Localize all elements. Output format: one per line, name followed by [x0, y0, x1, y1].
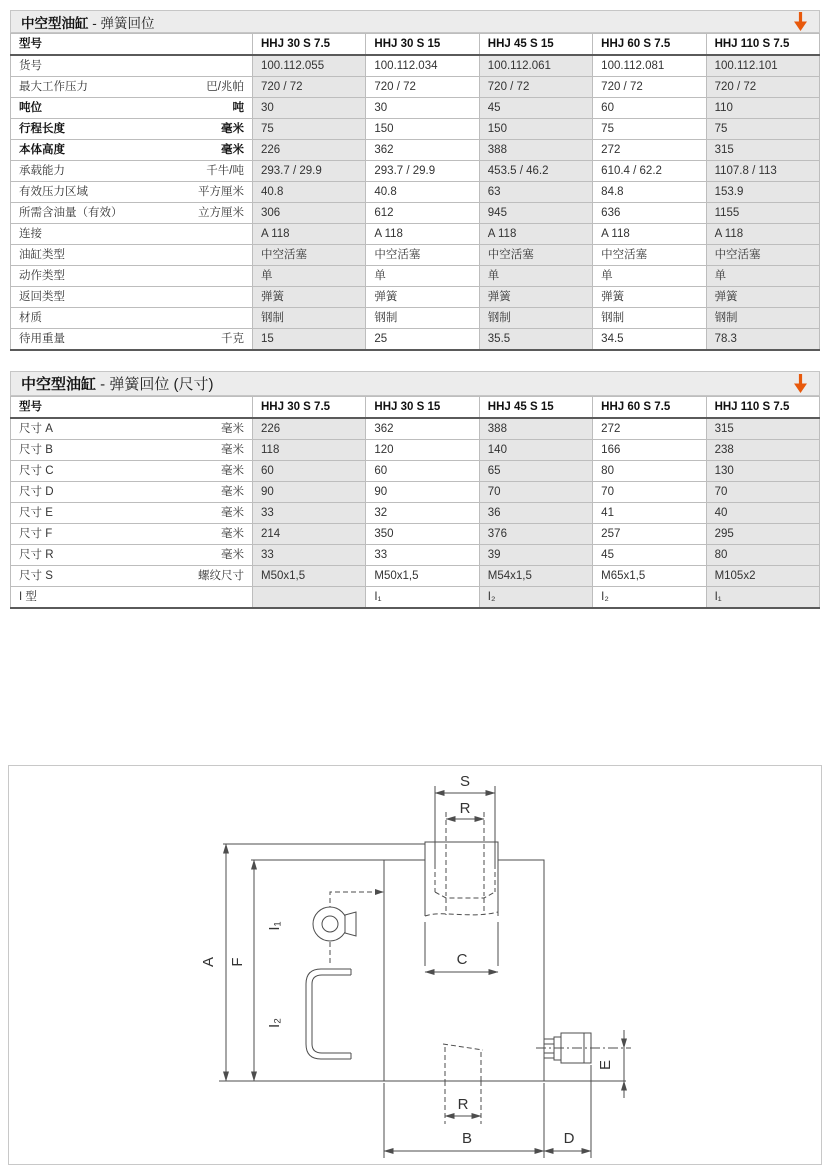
spec-value: 100.112.061	[479, 55, 592, 77]
spec-unit: 毫米	[221, 528, 244, 540]
spec-value: 单	[479, 266, 592, 287]
spec-row	[11, 440, 820, 461]
spec-label-row	[19, 185, 244, 199]
spec-value: 306	[253, 203, 366, 224]
spec-label: 油缸类型	[19, 249, 65, 261]
spec-value: 80	[593, 461, 706, 482]
spec-value: 293.7 / 29.9	[253, 161, 366, 182]
spec-label: 吨位	[19, 102, 42, 114]
spec-unit: 平方厘米	[198, 186, 244, 198]
spec-label-row	[19, 248, 244, 262]
spec-value	[253, 587, 366, 609]
dimension-diagram	[8, 765, 822, 1165]
spec-row	[11, 161, 820, 182]
spec-value: 272	[593, 418, 706, 440]
spec-value: 720 / 72	[366, 77, 479, 98]
spec-label-row	[19, 332, 244, 346]
spec-value: 33	[253, 545, 366, 566]
spec-unit: 毫米	[221, 444, 244, 456]
spec-row	[11, 182, 820, 203]
spec-row-label	[11, 418, 253, 440]
spec-value: 90	[366, 482, 479, 503]
spec-label-row	[19, 164, 244, 178]
label-r-top: R	[459, 800, 471, 817]
spec-label-row	[19, 59, 244, 73]
spec-row-label	[11, 182, 253, 203]
spec-value: 376	[479, 524, 592, 545]
spec-value: 40.8	[253, 182, 366, 203]
spec-value: 35.5	[479, 329, 592, 351]
spec-value: 130	[706, 461, 819, 482]
dimensions-table	[10, 396, 820, 609]
spec-row-label	[11, 245, 253, 266]
spec-value: 70	[593, 482, 706, 503]
spec-value: 100.112.034	[366, 55, 479, 77]
spec-value: 75	[253, 119, 366, 140]
spec-label: 承载能力	[19, 165, 65, 177]
spec-value: 中空活塞	[366, 245, 479, 266]
spec-value: 70	[479, 482, 592, 503]
spec-label: 尺寸 S	[19, 570, 53, 582]
spec-value: 弹簧	[366, 287, 479, 308]
spec-value: 中空活塞	[253, 245, 366, 266]
spec-value: 60	[366, 461, 479, 482]
spec-value: 弹簧	[253, 287, 366, 308]
spec-unit: 立方厘米	[198, 207, 244, 219]
spec-value: 1155	[706, 203, 819, 224]
section-header-dimensions	[10, 371, 820, 396]
spec-value: 100.112.101	[706, 55, 819, 77]
spec-value: 720 / 72	[593, 77, 706, 98]
spec-header-label: 型号	[11, 34, 253, 56]
spec-value: 226	[253, 418, 366, 440]
spec-value: 80	[706, 545, 819, 566]
spec-label: 待用重量	[19, 333, 65, 345]
spec-value: 中空活塞	[479, 245, 592, 266]
spec-value: 单	[593, 266, 706, 287]
spec-label-row	[19, 206, 244, 220]
spec-value: 140	[479, 440, 592, 461]
spec-value: 214	[253, 524, 366, 545]
spec-label: I 型	[19, 591, 37, 603]
spec-row-label	[11, 461, 253, 482]
spec-label-row	[19, 527, 244, 541]
spec-label-row	[19, 485, 244, 499]
spec-label: 尺寸 D	[19, 486, 54, 498]
spec-row-label	[11, 119, 253, 140]
model-column-header: HHJ 60 S 7.5	[593, 34, 706, 56]
spec-label-row	[19, 464, 244, 478]
model-column-header: HHJ 110 S 7.5	[706, 34, 819, 56]
spec-label: 最大工作压力	[19, 81, 88, 93]
spec-value: 70	[706, 482, 819, 503]
spec-value: 350	[366, 524, 479, 545]
spec-value: 75	[706, 119, 819, 140]
spec-unit: 千克	[221, 333, 244, 345]
spec-row	[11, 98, 820, 119]
spec-value: 118	[253, 440, 366, 461]
spec-label-row	[19, 227, 244, 241]
page	[0, 10, 830, 1171]
spec-unit: 吨	[232, 102, 244, 114]
spec-value: 720 / 72	[706, 77, 819, 98]
spec-value: 612	[366, 203, 479, 224]
spec-row	[11, 287, 820, 308]
spec-row-label	[11, 440, 253, 461]
spec-value: 60	[593, 98, 706, 119]
spec-value: 40	[706, 503, 819, 524]
spec-value: 120	[366, 440, 479, 461]
label-i2: I₂	[266, 1018, 283, 1028]
spec-value: 226	[253, 140, 366, 161]
spec-label: 尺寸 B	[19, 444, 53, 456]
spec-value: 150	[366, 119, 479, 140]
label-b: B	[461, 1130, 473, 1147]
spec-label-row	[19, 122, 244, 136]
spec-row	[11, 266, 820, 287]
spec-row	[11, 587, 820, 609]
specs-table	[10, 33, 820, 351]
model-column-header: HHJ 30 S 15	[366, 34, 479, 56]
spec-value: 100.112.055	[253, 55, 366, 77]
spec-row-label	[11, 266, 253, 287]
spec-value: 166	[593, 440, 706, 461]
spec-value: 720 / 72	[479, 77, 592, 98]
spec-value: 钢制	[593, 308, 706, 329]
model-column-header: HHJ 45 S 15	[479, 397, 592, 419]
spec-value: 153.9	[706, 182, 819, 203]
spec-unit: 毫米	[221, 423, 244, 435]
spec-value: 弹簧	[706, 287, 819, 308]
label-a: A	[200, 956, 217, 968]
model-column-header: HHJ 110 S 7.5	[706, 397, 819, 419]
spec-value: 45	[479, 98, 592, 119]
spec-value: 钢制	[706, 308, 819, 329]
spec-value: I₂	[479, 587, 592, 609]
spec-row	[11, 55, 820, 77]
model-column-header: HHJ 30 S 7.5	[253, 34, 366, 56]
spec-row	[11, 203, 820, 224]
spec-value: 单	[253, 266, 366, 287]
spec-value: M50x1,5	[366, 566, 479, 587]
spec-row-label	[11, 203, 253, 224]
section-title-rest: - 弹簧回位 (尺寸)	[96, 376, 214, 393]
spec-row-label	[11, 308, 253, 329]
spec-label-row	[19, 548, 244, 562]
header-row	[11, 397, 820, 419]
label-f: F	[229, 957, 246, 967]
spec-value: 362	[366, 140, 479, 161]
label-e: E	[597, 1059, 614, 1071]
spec-value: 40.8	[366, 182, 479, 203]
label-r-bottom: R	[457, 1096, 469, 1113]
spec-value: 41	[593, 503, 706, 524]
spec-label: 有效压力区域	[19, 186, 88, 198]
spec-value: 257	[593, 524, 706, 545]
spec-value: 295	[706, 524, 819, 545]
spec-value: 388	[479, 418, 592, 440]
spec-value: 中空活塞	[706, 245, 819, 266]
spec-value: 238	[706, 440, 819, 461]
spec-row-label	[11, 503, 253, 524]
spec-row-label	[11, 587, 253, 609]
spec-value: 453.5 / 46.2	[479, 161, 592, 182]
spec-value: 弹簧	[593, 287, 706, 308]
spec-label: 尺寸 F	[19, 528, 53, 540]
down-arrow-icon[interactable]	[792, 11, 809, 32]
spec-value: 60	[253, 461, 366, 482]
model-column-header: HHJ 60 S 7.5	[593, 397, 706, 419]
spec-value: 636	[593, 203, 706, 224]
spec-row-label	[11, 329, 253, 351]
label-c: C	[456, 951, 468, 968]
spec-value: 315	[706, 418, 819, 440]
cylinder-drawing	[9, 766, 821, 1164]
spec-value: 单	[706, 266, 819, 287]
spec-value: 32	[366, 503, 479, 524]
spec-value: 272	[593, 140, 706, 161]
spec-label-row	[19, 443, 244, 457]
spec-label: 尺寸 C	[19, 465, 54, 477]
spec-label: 尺寸 R	[19, 549, 54, 561]
spec-value: 39	[479, 545, 592, 566]
spec-label-row	[19, 290, 244, 304]
spec-row	[11, 566, 820, 587]
spec-unit: 毫米	[221, 123, 244, 135]
spec-label-row	[19, 590, 244, 604]
spec-value: 610.4 / 62.2	[593, 161, 706, 182]
label-i1: I₁	[266, 921, 283, 931]
spec-value: 293.7 / 29.9	[366, 161, 479, 182]
spec-unit: 毫米	[221, 507, 244, 519]
spec-value: 钢制	[479, 308, 592, 329]
spec-value: 30	[366, 98, 479, 119]
section-title-bold: 中空型油缸	[21, 15, 89, 31]
spec-value: M54x1,5	[479, 566, 592, 587]
spec-row-label	[11, 287, 253, 308]
spec-value: 84.8	[593, 182, 706, 203]
spec-value: 1107.8 / 113	[706, 161, 819, 182]
spec-value: 钢制	[253, 308, 366, 329]
spec-label-row	[19, 506, 244, 520]
spec-value: 720 / 72	[253, 77, 366, 98]
spec-row	[11, 308, 820, 329]
spec-value: M65x1,5	[593, 566, 706, 587]
model-column-header: HHJ 30 S 15	[366, 397, 479, 419]
spec-value: 315	[706, 140, 819, 161]
spec-label-row	[19, 143, 244, 157]
spec-label: 动作类型	[19, 270, 65, 282]
spec-value: 388	[479, 140, 592, 161]
spec-row-label	[11, 98, 253, 119]
spec-label-row	[19, 269, 244, 283]
section-title	[21, 373, 214, 394]
spec-row	[11, 482, 820, 503]
spec-row-label	[11, 566, 253, 587]
section-header-specs	[10, 10, 820, 33]
section-title-bold: 中空型油缸	[21, 376, 97, 393]
spec-value: 30	[253, 98, 366, 119]
spec-unit: 千牛/吨	[206, 165, 244, 177]
spec-value: 单	[366, 266, 479, 287]
spec-row	[11, 119, 820, 140]
model-column-header: HHJ 45 S 15	[479, 34, 592, 56]
spec-row	[11, 418, 820, 440]
spec-row	[11, 503, 820, 524]
spec-unit: 巴/兆帕	[206, 81, 244, 93]
spec-value: 945	[479, 203, 592, 224]
spec-value: 45	[593, 545, 706, 566]
spec-row	[11, 245, 820, 266]
spec-value: A 118	[253, 224, 366, 245]
spec-value: M50x1,5	[253, 566, 366, 587]
spec-unit: 毫米	[221, 549, 244, 561]
spec-row	[11, 461, 820, 482]
spec-value: 弹簧	[479, 287, 592, 308]
down-arrow-icon[interactable]	[792, 373, 809, 394]
spec-value: 110	[706, 98, 819, 119]
spec-value: 90	[253, 482, 366, 503]
spec-row-label	[11, 482, 253, 503]
spec-value: I₁	[366, 587, 479, 609]
spec-label: 尺寸 E	[19, 507, 53, 519]
spec-row-label	[11, 224, 253, 245]
spec-value: 75	[593, 119, 706, 140]
spec-value: I₁	[706, 587, 819, 609]
spec-value: M105x2	[706, 566, 819, 587]
spec-value: 150	[479, 119, 592, 140]
spec-row	[11, 224, 820, 245]
spec-label: 本体高度	[19, 144, 65, 156]
label-s: S	[459, 773, 471, 790]
spec-value: 中空活塞	[593, 245, 706, 266]
spec-unit: 毫米	[221, 144, 244, 156]
spec-row	[11, 524, 820, 545]
spec-row-label	[11, 161, 253, 182]
header-row	[11, 34, 820, 56]
spec-label: 尺寸 A	[19, 423, 53, 435]
spec-label: 连接	[19, 228, 42, 240]
spec-value: 钢制	[366, 308, 479, 329]
spec-value: 362	[366, 418, 479, 440]
spec-row-label	[11, 77, 253, 98]
spec-value: 34.5	[593, 329, 706, 351]
spec-value: 25	[366, 329, 479, 351]
spec-row	[11, 329, 820, 351]
spec-value: 36	[479, 503, 592, 524]
spec-label-row	[19, 80, 244, 94]
label-d: D	[563, 1130, 575, 1147]
spec-value: 15	[253, 329, 366, 351]
spec-row-label	[11, 140, 253, 161]
spec-value: 100.112.081	[593, 55, 706, 77]
spec-label: 行程长度	[19, 123, 65, 135]
spec-value: 63	[479, 182, 592, 203]
spec-value: A 118	[479, 224, 592, 245]
spec-label-row	[19, 101, 244, 115]
spec-value: I₂	[593, 587, 706, 609]
spec-row	[11, 77, 820, 98]
spec-label: 所需含油量（有效）	[19, 207, 123, 219]
spec-value: A 118	[366, 224, 479, 245]
handle-icon	[306, 969, 351, 1059]
spec-value: 33	[253, 503, 366, 524]
spec-unit: 毫米	[221, 486, 244, 498]
spec-header-label: 型号	[11, 397, 253, 419]
spec-value: A 118	[706, 224, 819, 245]
spec-label: 返回类型	[19, 291, 65, 303]
spec-row-label	[11, 55, 253, 77]
spec-label: 材质	[19, 312, 42, 324]
spec-row	[11, 140, 820, 161]
section-title	[21, 12, 155, 32]
spec-label: 货号	[19, 60, 42, 72]
spec-unit: 毫米	[221, 465, 244, 477]
spec-value: 78.3	[706, 329, 819, 351]
spec-label-row	[19, 311, 244, 325]
spec-label-row	[19, 569, 244, 583]
spec-value: 33	[366, 545, 479, 566]
spec-value: 65	[479, 461, 592, 482]
model-column-header: HHJ 30 S 7.5	[253, 397, 366, 419]
spec-row	[11, 545, 820, 566]
spec-label-row	[19, 422, 244, 436]
spec-value: A 118	[593, 224, 706, 245]
spec-row-label	[11, 524, 253, 545]
spec-unit: 螺纹尺寸	[198, 570, 244, 582]
section-title-rest: - 弹簧回位	[88, 15, 155, 31]
eye-bolt-icon	[313, 907, 356, 941]
spec-row-label	[11, 545, 253, 566]
